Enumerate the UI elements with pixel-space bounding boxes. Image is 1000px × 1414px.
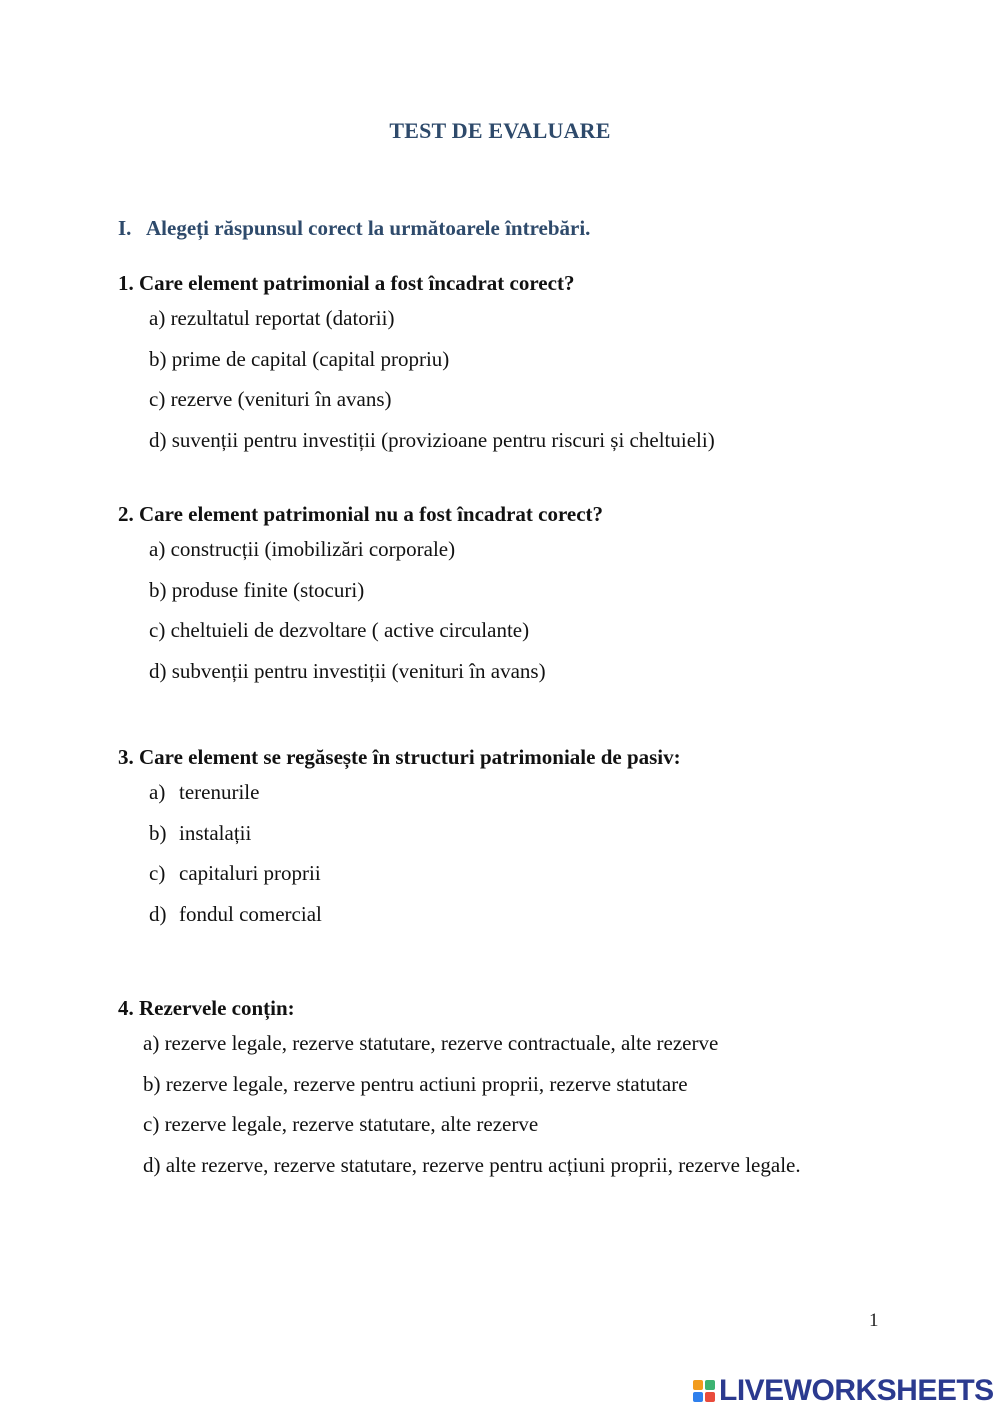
option-label: fondul comercial <box>179 902 322 927</box>
question-text: 1. Care element patrimonial a fost încadrat corect? <box>118 271 575 295</box>
answer-option-d <box>149 894 681 935</box>
brand-name: LIVEWORKSHEETS <box>719 1374 994 1407</box>
answer-options <box>118 1023 801 1186</box>
section-number: I. <box>118 216 132 240</box>
answer-option-b: b) prime de capital (capital propriu) <box>149 346 450 371</box>
section-heading <box>118 216 590 241</box>
question-3 <box>118 742 681 935</box>
question-text: 4. Rezervele conțin: <box>118 996 295 1020</box>
question-2 <box>118 499 603 692</box>
logo-square <box>693 1380 703 1390</box>
logo-square <box>693 1392 703 1402</box>
question-text: 2. Care element patrimonial nu a fost încadrat corect? <box>118 502 604 526</box>
answer-option-d: d) alte rezerve, rezerve statutare, rezerve pentru acțiuni proprii, rezerve legale. <box>143 1153 801 1178</box>
option-letter: d) <box>149 902 167 927</box>
liveworksheets-logo-icon <box>693 1380 715 1402</box>
logo-square <box>705 1392 715 1402</box>
option-label: capitaluri proprii <box>179 861 321 886</box>
liveworksheets-brand[interactable] <box>693 1374 994 1408</box>
logo-square <box>705 1380 715 1390</box>
answer-options <box>118 529 603 692</box>
option-letter: a) <box>149 780 166 804</box>
answer-option-c: c) rezerve (venituri în avans) <box>149 387 392 412</box>
answer-option-b: b) rezerve legale, rezerve pentru actiuni proprii, rezerve statutare <box>143 1071 688 1096</box>
option-letter: c) <box>149 861 166 886</box>
question-4 <box>118 993 801 1186</box>
answer-options <box>118 772 681 935</box>
page-number: 1 <box>869 1310 879 1331</box>
question-text: 3. Care element se regăsește în structuri patrimoniale de pasiv: <box>118 745 681 769</box>
answer-option-a: a) rezerve legale, rezerve statutare, rezerve contractuale, alte rezerve <box>143 1031 719 1055</box>
page-title: TEST DE EVALUARE <box>389 118 611 143</box>
option-label: terenurile <box>179 780 260 804</box>
answer-option-d: d) subvenții pentru investiții (venituri în avans) <box>149 659 546 684</box>
answer-options <box>118 298 715 461</box>
option-label: instalații <box>179 820 252 845</box>
answer-option-c: c) rezerve legale, rezerve statutare, alte rezerve <box>143 1112 539 1137</box>
answer-option-b: b) produse finite (stocuri) <box>149 577 365 602</box>
answer-option-d: d) suvenții pentru investiții (provizioane pentru riscuri și cheltuieli) <box>149 428 715 453</box>
section-heading-text: Alegeți răspunsul corect la următoarele întrebări. <box>146 216 591 240</box>
answer-option-c <box>149 853 681 894</box>
answer-option-c: c) cheltuieli de dezvoltare ( active circulante) <box>149 618 530 643</box>
option-letter: b) <box>149 820 167 845</box>
answer-option-b <box>149 813 681 854</box>
answer-option-a: a) construcții (imobilizări corporale) <box>149 537 456 561</box>
answer-option-a <box>149 772 681 813</box>
question-1 <box>118 268 715 461</box>
answer-option-a: a) rezultatul reportat (datorii) <box>149 306 395 330</box>
